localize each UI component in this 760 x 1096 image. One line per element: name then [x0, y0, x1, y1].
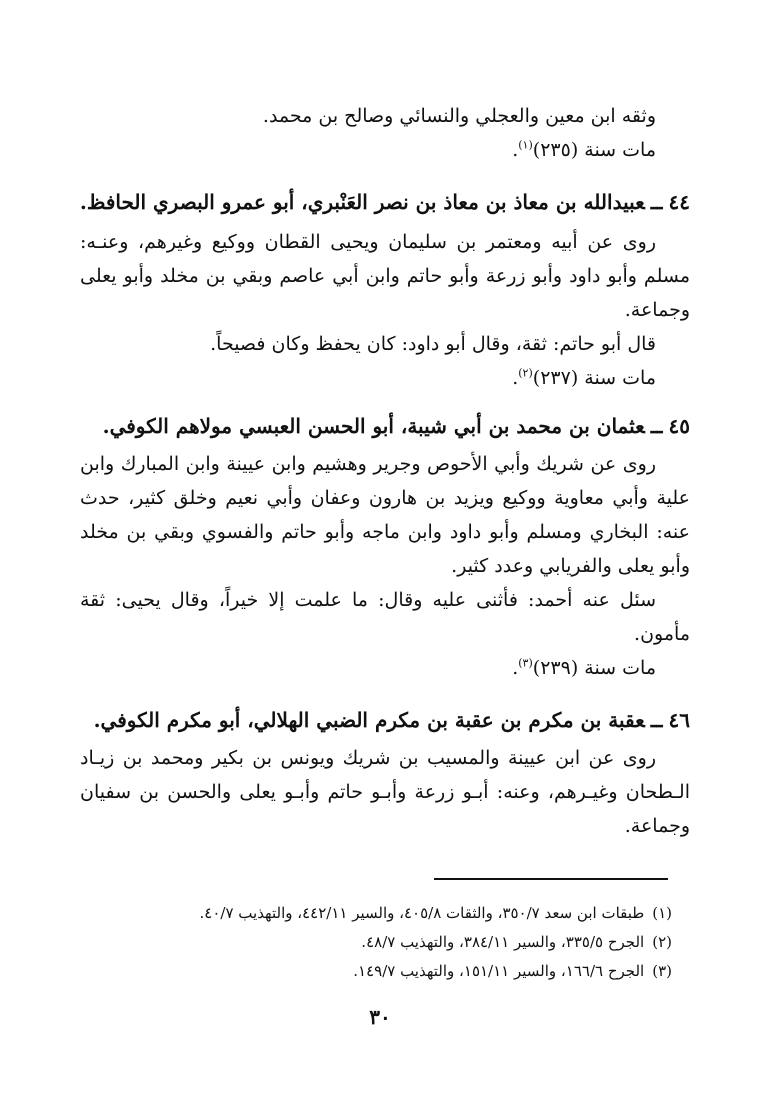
entry-number: ٤٦ [668, 708, 690, 732]
intro-block [80, 99, 690, 167]
footnote [72, 957, 672, 986]
entry-text-line: روى عن ابن عيينة والمسيب بن شريك ويونس بن بكير ومحمد بن زيـاد [80, 747, 656, 769]
entry-text-line: روى عن شريك وأبي الأحوص وجرير وهشيم وابن عيينة وابن المبارك وابن [80, 453, 656, 475]
entry-text-line: وجماعة. [624, 815, 690, 837]
footnote-separator [434, 878, 668, 880]
entry-text-line: وأبو يعلى والفريابي وعدد كثير. [451, 555, 690, 577]
footnote-number: (٢) [652, 933, 672, 951]
footnote-text: الجرح ١٦٦/٦، والسير ١٥١/١١، والتهذيب ١٤٩/٧. [353, 962, 645, 980]
entry-number: ٤٤ [668, 190, 690, 214]
footnote-number: (٣) [652, 962, 672, 980]
entry-death-line: مات سنة (٢٣٩)$^{(٣)}$. [512, 656, 656, 679]
entry-heading: ٤٥ــعثمان بن محمد بن أبي شيبة، أبو الحسن العبسي مولاهم الكوفي. [102, 414, 690, 438]
entry-45 [80, 409, 690, 685]
intro-text: وثقه ابن معين والعجلي والنسائي وصالح بن محمد. [262, 105, 656, 127]
death-text: مات سنة (٢٣٥) [532, 139, 656, 161]
entry-heading: ٤٤ــعبيدالله بن معاذ بن معاذ بن نصر العَنْبري، أبو عمرو البصري الحافظ. [80, 190, 690, 214]
footnotes [72, 899, 672, 986]
footnote-ref: (١) [518, 138, 533, 152]
entry-text-line: وجماعة. [624, 299, 690, 321]
entry-text-line: مسلم وأبو داود وأبو زرعة وأبو حاتم وابن أبي عاصم وبقي بن مخلد وأبو يعلى [80, 265, 690, 287]
entry-text-line: علية وأبي معاوية ووكيع ويزيد بن هارون وعفان وأبي نعيم وخلق كثير، حدث [80, 487, 690, 509]
entry-text-line: عنه: البخاري ومسلم وأبو داود وابن ماجه وأبو حاتم والفسوي وبقي بن مخلد [80, 521, 690, 543]
entry-title: عثمان بن محمد بن أبي شيبة، أبو الحسن العبسي مولاهم الكوفي. [102, 414, 645, 438]
intro-death-line: مات سنة (٢٣٥)$^{(١)}$. [512, 138, 656, 161]
entry-heading: ٤٦ــعقبة بن مكرم بن عقبة بن مكرم الضبي الهلالي، أبو مكرم الكوفي. [93, 708, 690, 732]
entry-number: ٤٥ [668, 414, 690, 438]
entry-title: عبيدالله بن معاذ بن معاذ بن نصر العَنْبري، أبو عمرو البصري الحافظ. [80, 190, 645, 214]
footnote-number: (١) [652, 904, 672, 922]
footnote-text: طبقات ابن سعد ٣٥٠/٧، والثقات ٤٠٥/٨، والسير ٤٤٢/١١، والتهذيب ٤٠/٧. [199, 904, 645, 922]
entry-quote: مأمون. [634, 623, 690, 645]
entry-quote: قال أبو حاتم: ثقة، وقال أبو داود: كان يحفظ وكان فصيحاً. [210, 333, 656, 355]
entry-death-line: مات سنة (٢٣٧)$^{(٢)}$. [512, 366, 656, 389]
entry-text-line: روى عن أبيه ومعتمر بن سليمان ويحيى القطان ووكيع وغيرهم، وعنـه: [80, 231, 656, 253]
entry-46 [80, 703, 690, 843]
footnote [72, 928, 672, 957]
entry-text-line: الـطحان وغيـرهم، وعنه: أبـو زرعة وأبـو حاتم وأبـو يعلى والحسن بن سفيان [80, 781, 690, 803]
footnote [72, 899, 672, 928]
footnote-text: الجرح ٣٣٥/٥، والسير ٣٨٤/١١، والتهذيب ٤٨/٧. [361, 933, 645, 951]
entry-title: عقبة بن مكرم بن عقبة بن مكرم الضبي الهلالي، أبو مكرم الكوفي. [93, 708, 645, 732]
entry-44 [80, 185, 690, 395]
entry-quote: سئل عنه أحمد: فأثنى عليه وقال: ما علمت إلا خيراً، وقال يحيى: ثقة [80, 589, 656, 611]
footnote-ref: (٣) [518, 656, 533, 670]
page-number: ٣٠ [369, 1005, 391, 1029]
footnote-ref: (٢) [518, 366, 533, 380]
